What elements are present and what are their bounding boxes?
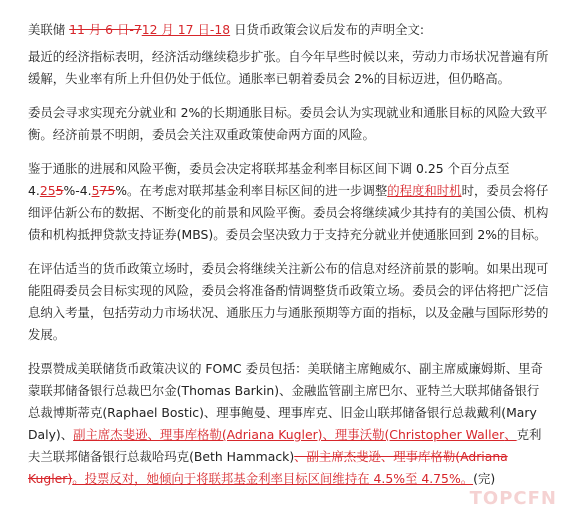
paragraph-voting-members xyxy=(28,358,550,490)
inserted-rate-low: 25 xyxy=(39,183,56,198)
inserted-voters: 副主席杰斐逊、理事库格勒(Adriana Kugler)、理事沃勒(Christopher Waller xyxy=(73,427,505,442)
paragraph-mandate xyxy=(28,102,550,146)
statement-headline xyxy=(28,20,550,40)
headline-prefix: 美联储 xyxy=(28,22,66,37)
paragraph-4-text: 在评估适当的货币政策立场时，委员会将继续关注新公布的信息对经济前景的影响。如果出现可能阻碍委员会目标实现的风险，委员会将准备酌情调整货币政策立场。委员会的评估将把广泛信息纳入考量，包括劳动力市场状况、通胀压力与通胀预期等方面的指标，以及金融与国际形势的发展。 xyxy=(28,261,549,342)
paragraph-5-part-1: 投票赞成美联储货币政策决议的 FOMC 委员包括：美联储主席鲍威尔、副主席威廉姆斯、里奇蒙联邦储备银行总裁巴尔金(Thomas Barkin)、金融监管副主席巴尔、亚特兰大联邦储备银行总裁博斯蒂克(Raphael Bostic)、理事鲍曼、理事库克、旧金山联邦储备银行总裁戴利(Mary Daly)、 xyxy=(28,361,543,442)
paragraph-3-part-1: 鉴于通胀的进展和风险平衡，委员会决定将联邦基金利率目标区间下调 0.25 个百分点至 4. xyxy=(28,161,510,198)
deleted-voters: 、副主席杰斐逊、理事库格勒(Adriana Kugler) xyxy=(28,449,508,486)
paragraph-policy-stance xyxy=(28,258,550,346)
paragraph-3-part-4: 时，委员会将仔细评估新公布的数据、不断变化的前景和风险平衡。委员会将继续减少其持有的美国公债、机构债和机构抵押贷款支持证券(MBS)。委员会坚决致力于支持充分就业并使通胀回到 2%的目标。 xyxy=(28,183,549,242)
deleted-rate-low: 5 xyxy=(55,183,64,198)
paragraph-economic-indicators xyxy=(28,46,550,90)
paragraph-2-text: 委员会寻求实现充分就业和 2%的长期通胀目标。委员会认为实现就业和通胀目标的风险大致平衡。经济前景不明朗，委员会关注双重政策使命两方面的风险。 xyxy=(28,105,548,142)
inserted-voters-separator: 、 xyxy=(504,427,517,442)
headline-inserted-dates: 12 月 17 日-18 xyxy=(141,22,231,37)
watermark-logo: TOPCFN xyxy=(469,488,557,509)
paragraph-5-part-2: 克利夫兰联邦储备银行总裁哈玛克(Beth Hammack) xyxy=(28,427,542,464)
inserted-dissent-note: 。投票反对，她倾向于将联邦基金利率目标区间维持在 4.5%至 4.75%。 xyxy=(72,471,474,486)
paragraph-rate-decision xyxy=(28,158,550,246)
headline-deleted-dates: 11 月 6 日-7 xyxy=(69,22,142,37)
paragraph-1-text: 最近的经济指标表明，经济活动继续稳步扩张。自今年早些时候以来，劳动力市场状况普遍有所缓解，失业率有所上升但仍处于低位。通胀率已朝着委员会 2%的目标迈进，但仍略高。 xyxy=(28,49,549,86)
inserted-rate-high: 5 xyxy=(91,183,100,198)
paragraph-3-part-3: %。在考虑对联邦基金利率目标区间的进一步调整 xyxy=(115,183,388,198)
inserted-extent-and-timing: 的程度和时机 xyxy=(387,183,462,198)
deleted-rate-high: 75 xyxy=(99,183,116,198)
end-marker: (完) xyxy=(473,471,496,486)
paragraph-3-part-2: %-4. xyxy=(63,183,92,198)
headline-suffix: 日货币政策会议后发布的声明全文: xyxy=(234,22,425,37)
statement-document xyxy=(28,20,550,502)
